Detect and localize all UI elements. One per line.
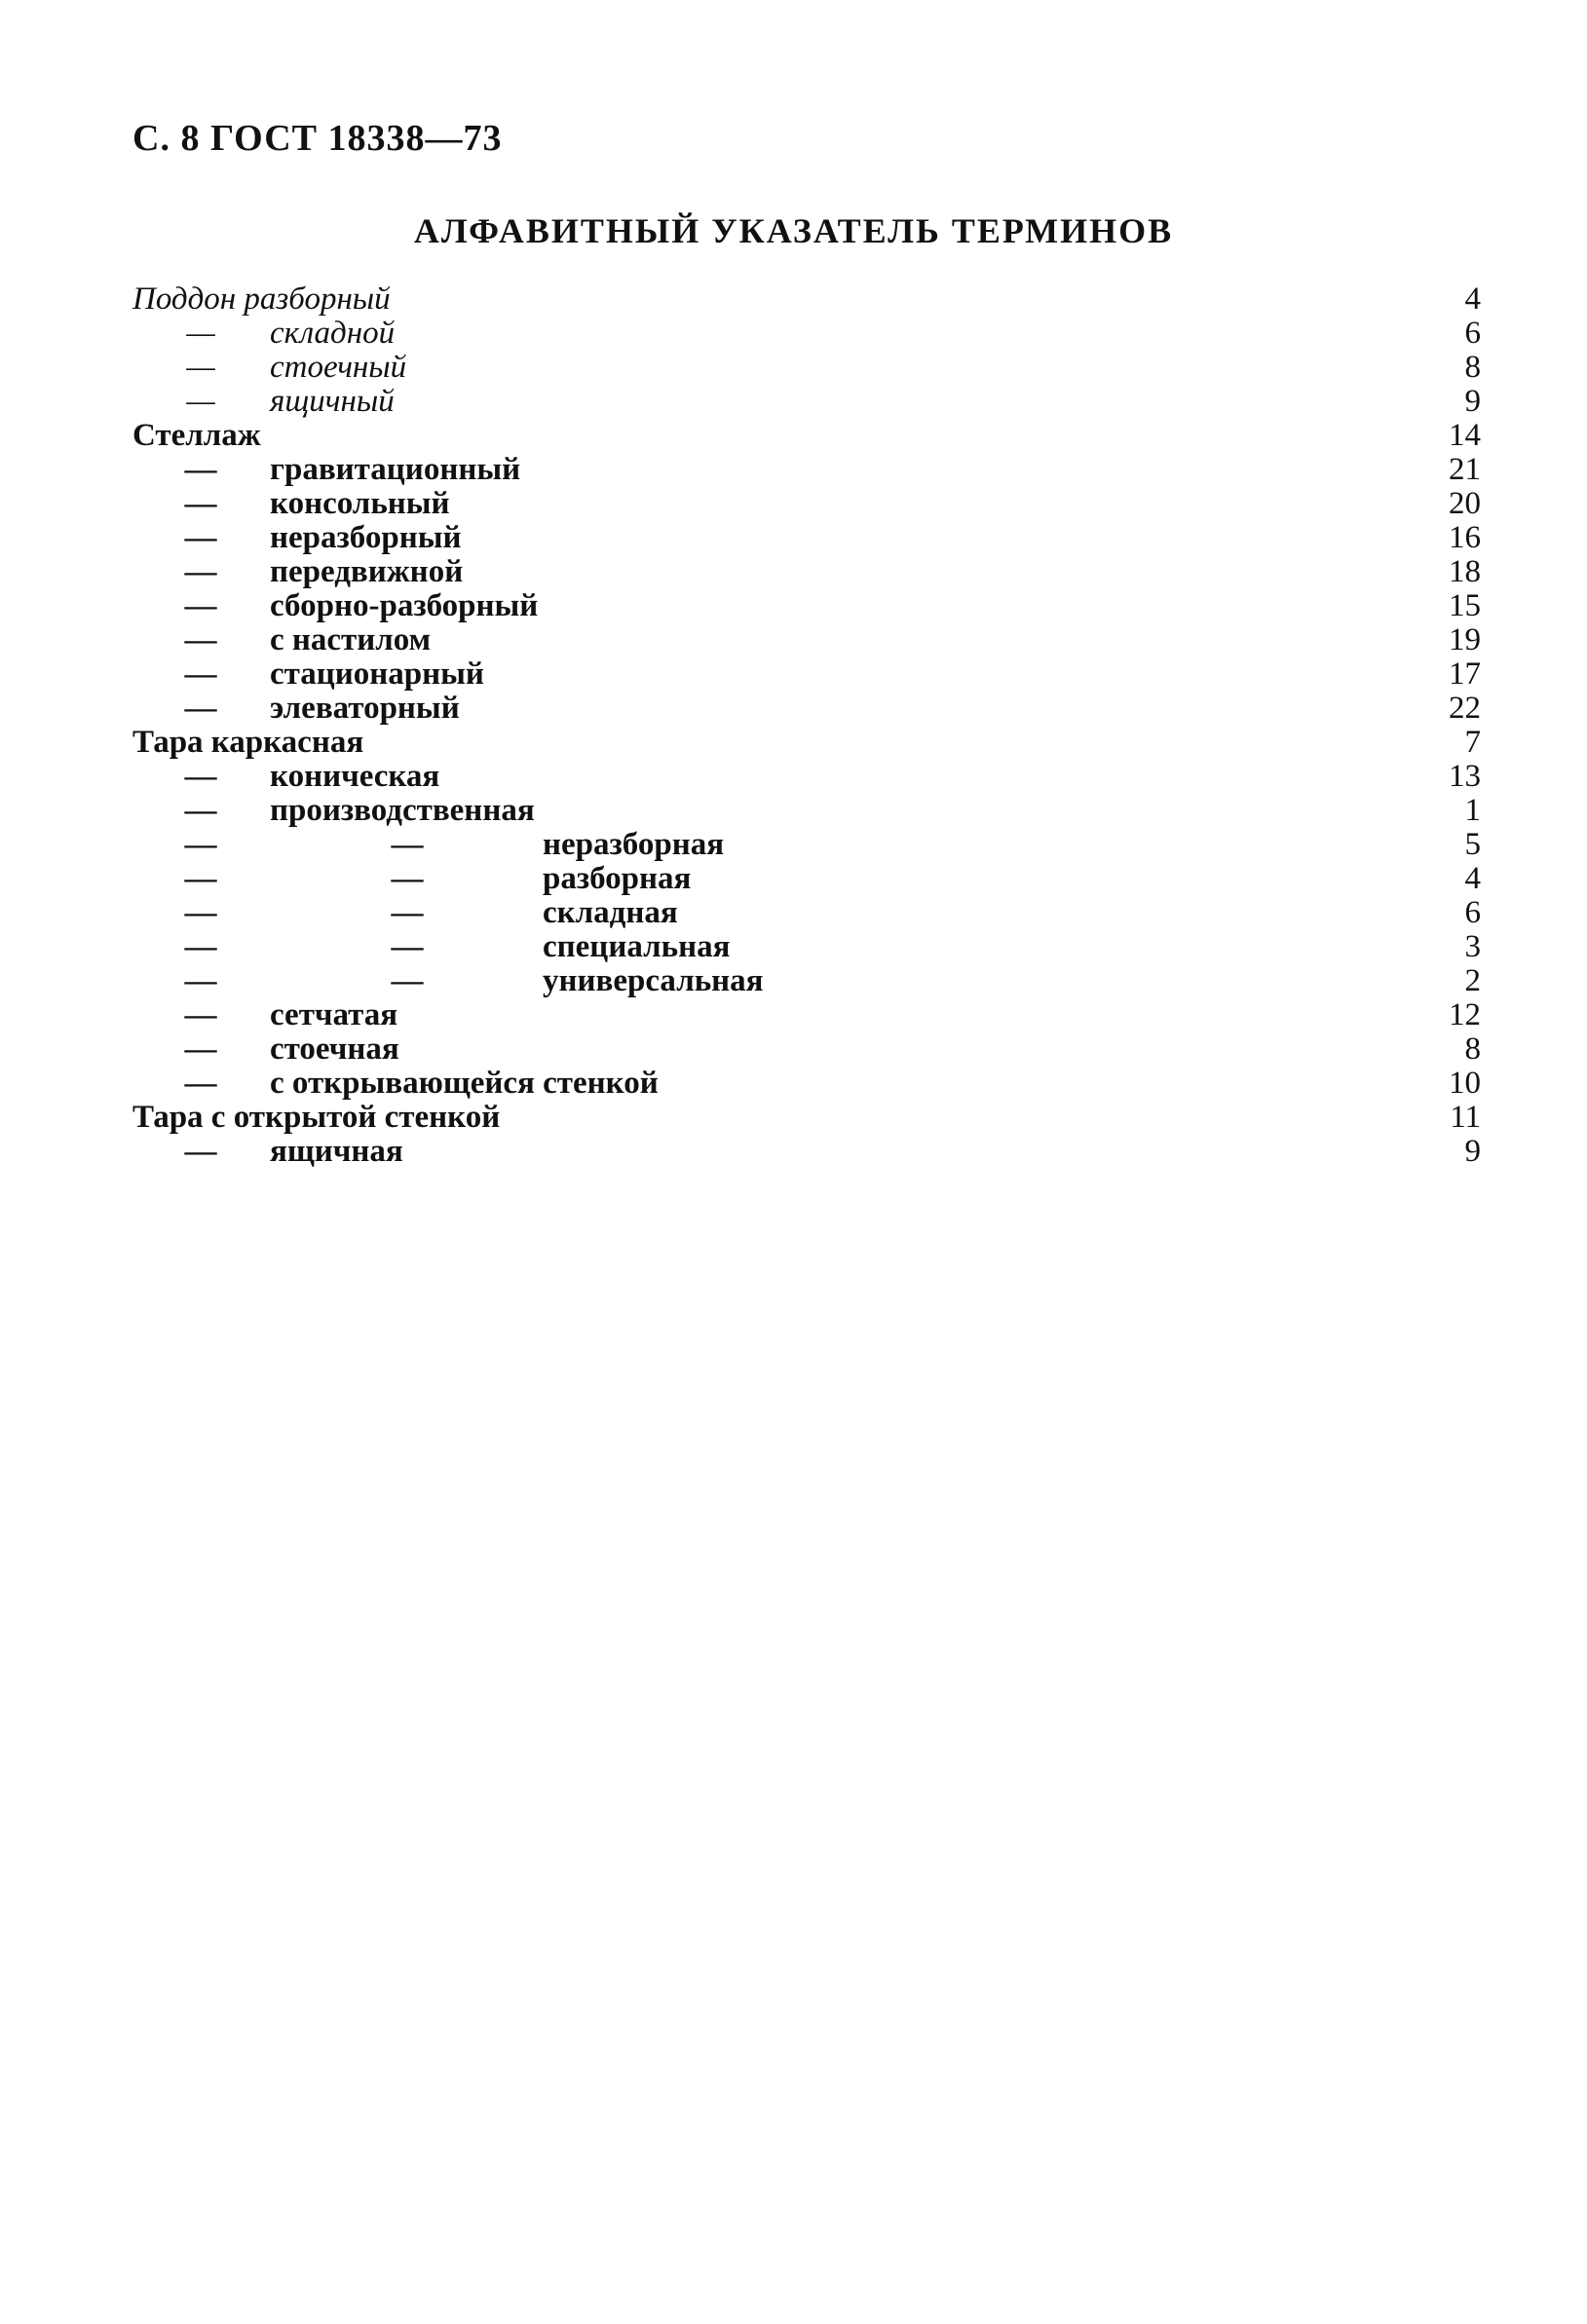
index-term: стационарный xyxy=(270,656,484,692)
index-term: неразборный xyxy=(270,520,462,555)
index-entry xyxy=(132,1067,1481,1101)
index-entry xyxy=(132,1101,1481,1135)
index-dash: — xyxy=(184,861,217,896)
index-page-number: 6 xyxy=(1464,895,1481,930)
index-page-number: 8 xyxy=(1464,1031,1481,1067)
index-term: разборная xyxy=(543,861,692,896)
index-term: сборно-разборный xyxy=(270,588,539,623)
index-dash-secondary: — xyxy=(391,827,424,862)
index-entry xyxy=(132,1032,1481,1067)
index-entry xyxy=(132,351,1481,385)
index-term: Тара с открытой стенкой xyxy=(132,1100,501,1135)
index-term: неразборная xyxy=(543,827,725,862)
index-page-number: 18 xyxy=(1449,554,1481,589)
index-term: Тара каркасная xyxy=(132,725,364,760)
index-page-number: 9 xyxy=(1464,1134,1481,1169)
index-term: передвижной xyxy=(270,554,464,589)
index-term: элеваторный xyxy=(270,691,460,726)
index-page-number: 19 xyxy=(1449,622,1481,657)
index-dash-secondary: — xyxy=(391,963,424,998)
index-page-number: 22 xyxy=(1449,691,1481,726)
index-page-number: 9 xyxy=(1464,384,1481,419)
index-term: Стеллаж xyxy=(132,418,261,453)
index-page-number: 11 xyxy=(1450,1100,1481,1135)
index-dash: — xyxy=(184,554,217,589)
index-entry xyxy=(132,998,1481,1032)
index-page-number: 20 xyxy=(1449,486,1481,521)
index-term: Поддон разборный xyxy=(132,281,391,317)
index-entry xyxy=(132,453,1481,487)
index-page-number: 3 xyxy=(1464,929,1481,964)
index-entry xyxy=(132,1135,1481,1169)
index-term: гравитационный xyxy=(270,452,521,487)
index-page-number: 6 xyxy=(1464,316,1481,351)
index-entry xyxy=(132,828,1481,862)
index-term: производственная xyxy=(270,793,535,828)
index-entry xyxy=(132,282,1481,317)
index-dash: — xyxy=(184,691,217,726)
index-dash: — xyxy=(184,486,217,521)
index-dash: — xyxy=(186,384,215,419)
index-page-number: 2 xyxy=(1464,963,1481,998)
index-page-number: 4 xyxy=(1464,861,1481,896)
index-entry xyxy=(132,623,1481,657)
index-entry xyxy=(132,760,1481,794)
index-dash: — xyxy=(186,316,215,351)
index-term: коническая xyxy=(270,759,440,794)
index-entry xyxy=(132,419,1481,453)
index-dash: — xyxy=(184,895,217,930)
index-entry xyxy=(132,487,1481,521)
index-page-number: 21 xyxy=(1449,452,1481,487)
index-dash: — xyxy=(184,1031,217,1067)
index-entry xyxy=(132,930,1481,964)
index-term: складная xyxy=(543,895,678,930)
index-dash: — xyxy=(184,1134,217,1169)
index-dash-secondary: — xyxy=(391,929,424,964)
index-page-number: 12 xyxy=(1449,997,1481,1032)
index-page-number: 13 xyxy=(1449,759,1481,794)
index-entry xyxy=(132,896,1481,930)
index-term: универсальная xyxy=(543,963,764,998)
index-term: ящичный xyxy=(270,384,395,419)
index-dash: — xyxy=(184,588,217,623)
index-dash: — xyxy=(184,827,217,862)
page-header: С. 8 ГОСТ 18338—73 xyxy=(132,118,503,159)
index-title: АЛФАВИТНЫЙ УКАЗАТЕЛЬ ТЕРМИНОВ xyxy=(413,211,1174,250)
index-dash-secondary: — xyxy=(391,895,424,930)
index-dash: — xyxy=(184,452,217,487)
index-dash: — xyxy=(184,622,217,657)
index-dash: — xyxy=(184,520,217,555)
index-term: стоечная xyxy=(270,1031,399,1067)
index-entry xyxy=(132,794,1481,828)
index-entry xyxy=(132,692,1481,726)
term-index-list xyxy=(132,282,1481,1169)
index-page-number: 10 xyxy=(1449,1066,1481,1101)
index-dash: — xyxy=(184,963,217,998)
index-dash: — xyxy=(186,350,215,385)
index-entry xyxy=(132,589,1481,623)
index-dash: — xyxy=(184,1066,217,1101)
index-page-number: 1 xyxy=(1464,793,1481,828)
index-dash: — xyxy=(184,793,217,828)
index-page-number: 4 xyxy=(1464,281,1481,317)
index-entry xyxy=(132,555,1481,589)
index-term: специальная xyxy=(543,929,731,964)
index-term: с открывающейся стенкой xyxy=(270,1066,659,1101)
index-term: консольный xyxy=(270,486,450,521)
index-page-number: 8 xyxy=(1464,350,1481,385)
index-page-number: 16 xyxy=(1449,520,1481,555)
index-page-number: 15 xyxy=(1449,588,1481,623)
index-term: с настилом xyxy=(270,622,432,657)
index-term: складной xyxy=(270,316,396,351)
index-entry xyxy=(132,521,1481,555)
index-entry xyxy=(132,726,1481,760)
index-entry xyxy=(132,862,1481,896)
index-entry xyxy=(132,317,1481,351)
index-page-number: 17 xyxy=(1449,656,1481,692)
index-page-number: 14 xyxy=(1449,418,1481,453)
index-page-number: 7 xyxy=(1464,725,1481,760)
index-page-number: 5 xyxy=(1464,827,1481,862)
index-term: сетчатая xyxy=(270,997,398,1032)
index-dash: — xyxy=(184,759,217,794)
index-dash: — xyxy=(184,656,217,692)
index-dash: — xyxy=(184,997,217,1032)
index-term: стоечный xyxy=(270,350,407,385)
index-term: ящичная xyxy=(270,1134,403,1169)
index-entry xyxy=(132,964,1481,998)
index-entry xyxy=(132,657,1481,692)
index-dash: — xyxy=(184,929,217,964)
index-entry xyxy=(132,385,1481,419)
index-dash-secondary: — xyxy=(391,861,424,896)
